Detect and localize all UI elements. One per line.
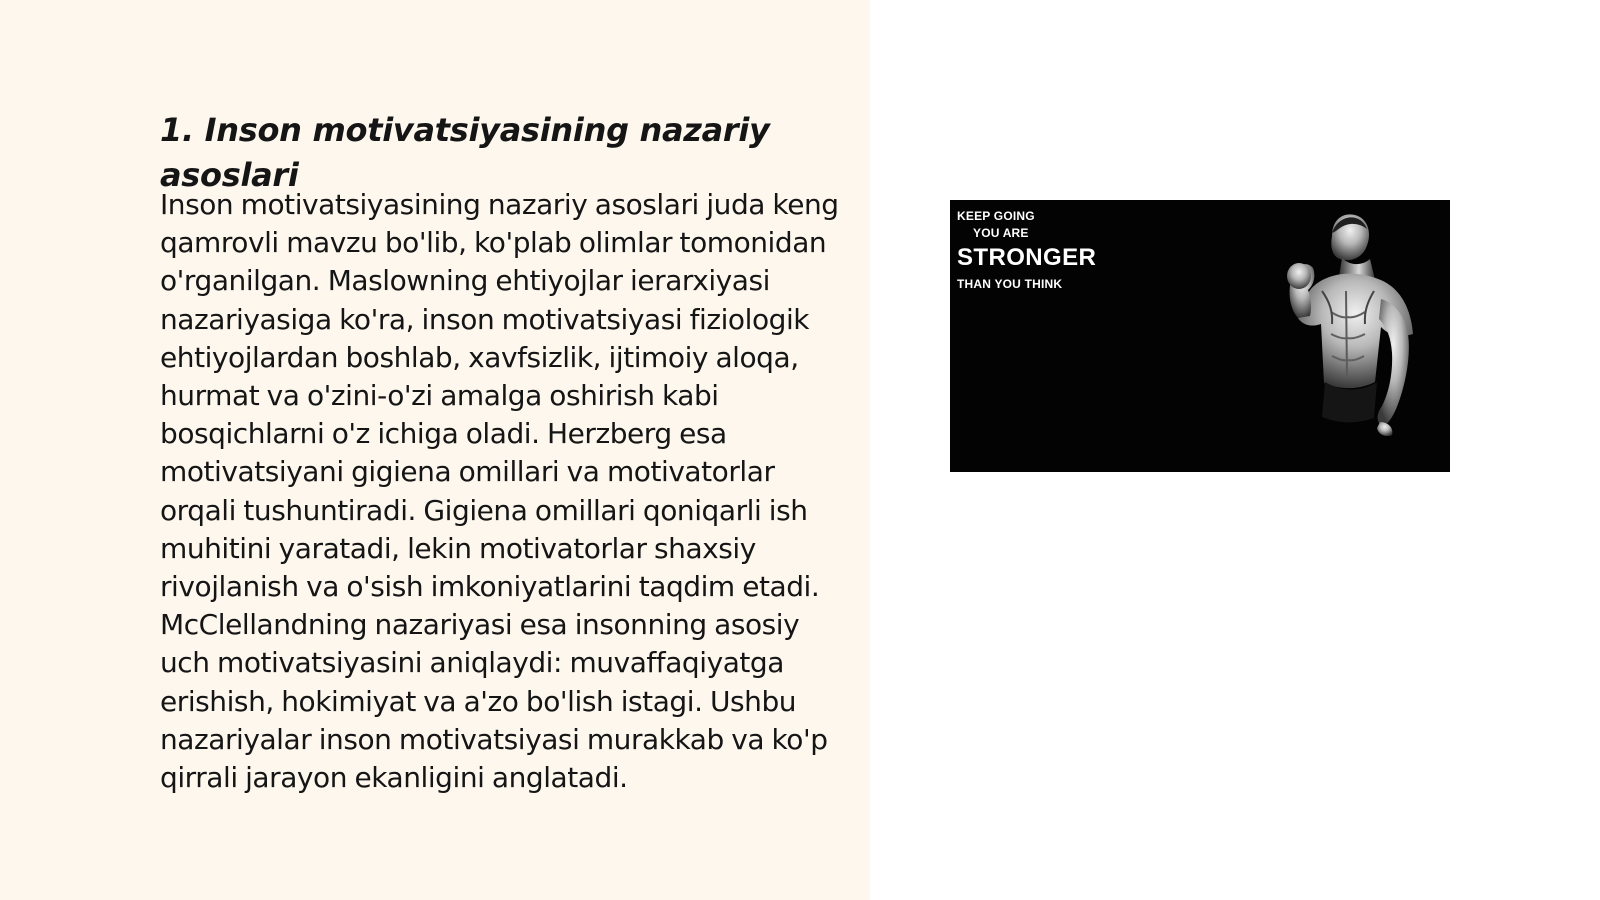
slide-body-text: Inson motivatsiyasining nazariy asoslari juda keng qamrovli mavzu bo'lib, ko'plab olimlar tomonidan o'rganilgan. Maslowning ehtiyojlar ierarxiyasi nazariyasiga ko'ra, inson motivatsiyasi fiziologik ehtiyojlardan boshlab, xavfsizlik, ijtimoiy aloqa, hurmat va o'zini-o'zi amalga oshirish kabi bosqichlarni o'z ichiga oladi. Herzberg esa motivatsiyani gigiena omillari va motivatorlar orqali tushuntiradi. Gigiena omillari qoniqarli ish muhitini yaratadi, lekin motivatorlar shaxsiy rivojlanish va o'sish imkoniyatlarini taqdim etadi. McClellandning nazariyasi esa insonning asosiy uch motivatsiyasini aniqlaydi: muvaffaqiyatga erishish, hokimiyat va a'zo bo'lish istagi. Ushbu nazariyalar inson motivatsiyasi murakkab va ko'p qirrali jarayon ekanligini anglatadi. — [160, 188, 839, 795]
poster-line-than-you-think: THAN YOU THINK — [957, 277, 1063, 291]
slide-heading: 1. Inson motivatsiyasining nazariy asoslari — [160, 111, 770, 194]
boxer-figure-icon — [1260, 208, 1420, 440]
poster-line-you-are: YOU ARE — [973, 226, 1029, 240]
poster-line-stronger: STRONGER — [957, 244, 1097, 271]
poster-line-keep-going: KEEP GOING — [957, 209, 1035, 223]
motivation-poster — [950, 200, 1450, 472]
